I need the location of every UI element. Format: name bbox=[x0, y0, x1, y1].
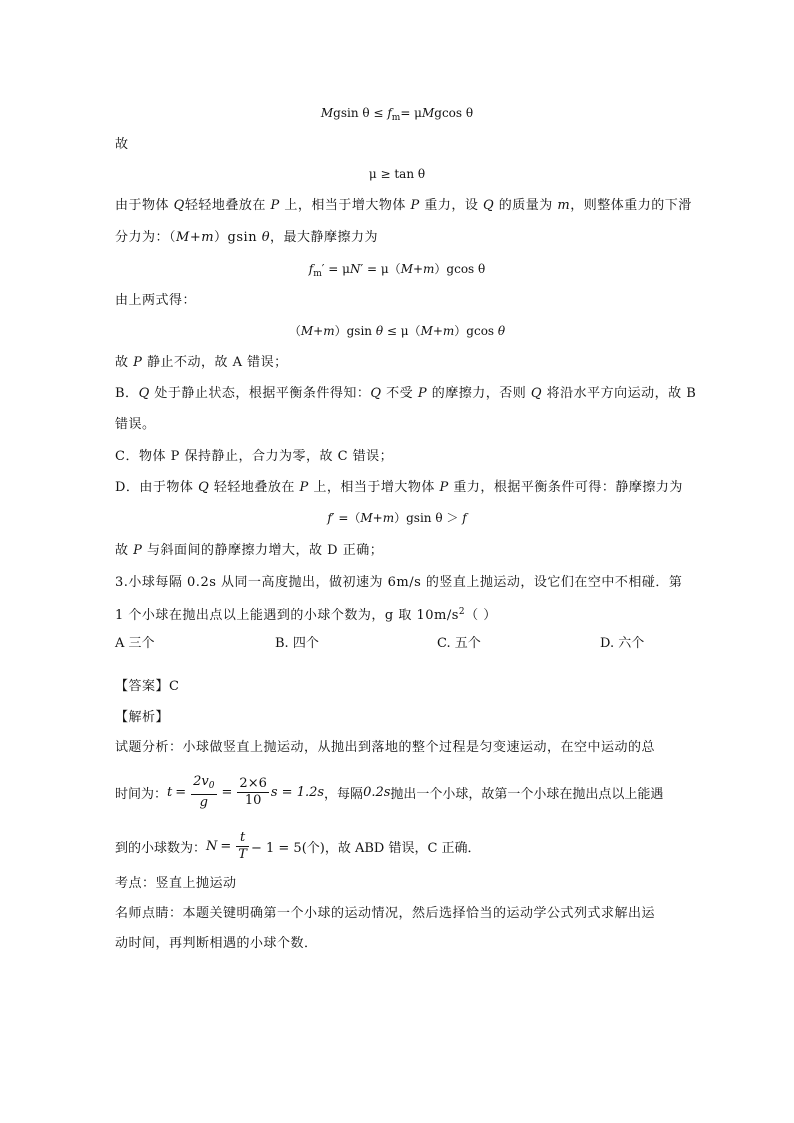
formula-line-time: 时间为： t = $\frac{2v_0}{g}$ = $\frac{2\times 6}{10}$ s = 1.2s ，每隔 0.2s 抛出一个小球，故第一个小球在抛出点以上能遇 bbox=[115, 773, 664, 810]
question-text: 1 个小球在抛出点以上能遇到的小球个数为，g 取 $10m/s^2$（ ） bbox=[115, 607, 497, 623]
text-line: C．物体 P 保持静止，合力为零，故 C 错误； bbox=[115, 449, 394, 464]
option-b: B. 四个 bbox=[275, 636, 319, 651]
equation-combined: （M+m）gsin θ ≤ μ（M+m）gcos θ bbox=[288, 324, 506, 338]
equation-mu-tan: μ ≥ tan θ bbox=[368, 167, 426, 181]
teacher-comment: 动时间，再判断相遇的小球个数． bbox=[115, 936, 318, 951]
teacher-comment: 名师点睛：本题关键明确第一个小球的运动情况，然后选择恰当的运动学公式列式求解出运 bbox=[115, 906, 656, 921]
text-line: 故 P 静止不动，故 A 错误； bbox=[115, 355, 288, 370]
text-line: 故 P 与斜面间的静摩擦力增大，故 D 正确； bbox=[115, 543, 384, 558]
equation-max-static-friction: $f_m' = \mu N' = \mu(M+m)gcos$ θ bbox=[308, 262, 486, 279]
text-line: D．由于物体 Q 轻轻地叠放在 P 上，相当于增大物体 P 重力，根据平衡条件可得：静摩擦力为 bbox=[115, 480, 683, 495]
option-a: A 三个 bbox=[115, 636, 155, 651]
option-c: C. 五个 bbox=[437, 636, 481, 651]
answer-label: 【答案】C bbox=[115, 679, 180, 694]
text-line: 试题分析：小球做竖直上抛运动，从抛出到落地的整个过程是匀变速运动，在空中运动的总 bbox=[115, 740, 656, 755]
text-line: 故 bbox=[115, 137, 129, 152]
equation-friction-limit: Mgsin $\theta \le f_m= \mu Mgcos$ θ bbox=[320, 106, 474, 123]
text-line: 错误。 bbox=[115, 417, 156, 432]
analysis-label: 【解析】 bbox=[115, 710, 170, 725]
text-line: B．Q 处于静止状态，根据平衡条件得知：Q 不受 P 的摩擦力，否则 Q 将沿水平方向运动，故 B bbox=[115, 386, 697, 401]
text-line: 分力为：（M+m）gsin θ，最大静摩擦力为 bbox=[115, 230, 379, 245]
formula-line-count: 到的小球数为： N = $\frac{t}{T}$ − 1 = 5(个) ，故 ABD 错误，C 正确． bbox=[115, 829, 481, 862]
knowledge-point: 考点：竖直上抛运动 bbox=[115, 876, 237, 891]
question-text: 3.小球每隔 0.2s 从同一高度抛出，做初速为 6m/s 的竖直上抛运动，设它们在空中不相碰．第 bbox=[115, 575, 683, 590]
text-line: 由上两式得： bbox=[115, 293, 197, 308]
option-d: D. 六个 bbox=[600, 636, 645, 651]
text-line: 由于物体 Q轻轻地叠放在 P 上，相当于增大物体 P 重力，设 Q 的质量为 m，则整体重力的下滑 bbox=[115, 198, 692, 213]
equation-static-friction: f′ =（M+m）gsin θ ＞ f bbox=[327, 511, 467, 525]
